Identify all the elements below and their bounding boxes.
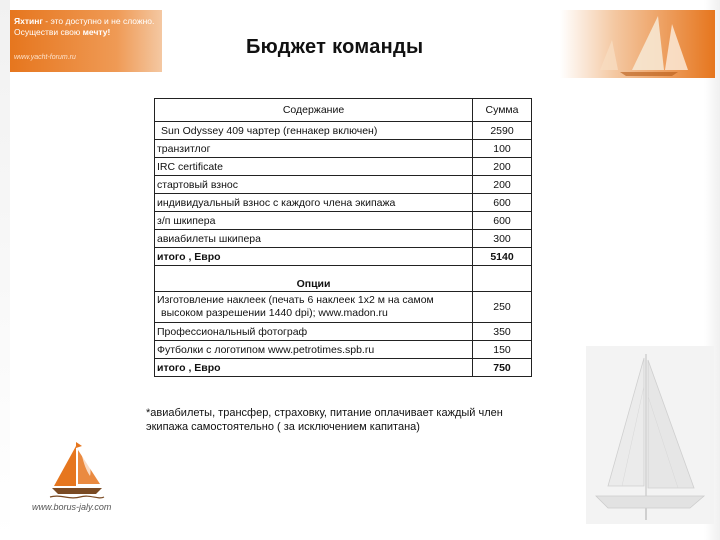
row-amount: 300	[473, 230, 532, 248]
budget-table	[154, 98, 532, 377]
row-amount: 150	[473, 341, 532, 359]
footnote-line2: экипажа самостоятельно ( за исключением капитана)	[146, 421, 420, 433]
options-header-amount-cell	[473, 266, 532, 292]
table-row	[155, 176, 532, 194]
table-row	[155, 158, 532, 176]
logo-site-url: www.borus-jaly.com	[32, 502, 112, 512]
total-amount: 750	[473, 359, 532, 377]
total-label: итого , Евро	[155, 359, 473, 377]
banner-slogan-line2	[14, 27, 110, 38]
page-title: Бюджет команды	[246, 36, 424, 58]
row-label	[155, 292, 473, 323]
row-amount: 200	[473, 158, 532, 176]
total-row-base	[155, 248, 532, 266]
option-line1: Изготовление наклеек (печать 6 наклеек 1х2 м на самом	[157, 294, 434, 306]
total-amount: 5140	[473, 248, 532, 266]
row-label: Профессиональный фотограф	[155, 323, 473, 341]
banner-slogan-text: - это доступно и не сложно.	[42, 16, 155, 26]
row-label: авиабилеты шкипера	[155, 230, 473, 248]
regatta-photo-banner	[560, 10, 715, 78]
row-label: з/п шкипера	[155, 212, 473, 230]
yacht-sketch	[586, 346, 714, 524]
table-row	[155, 212, 532, 230]
column-header-label: Содержание	[155, 99, 473, 122]
banner-slogan-bold2: мечту!	[82, 27, 111, 37]
header-banner	[10, 10, 162, 72]
column-header-amount: Сумма	[473, 99, 532, 122]
row-label: индивидуальный взнос с каждого члена экипажа	[155, 194, 473, 212]
table-header-row	[155, 99, 532, 122]
table-row	[155, 230, 532, 248]
row-amount: 100	[473, 140, 532, 158]
table-row	[155, 194, 532, 212]
table-row	[155, 292, 532, 323]
row-label: Футболки с логотипом www.petrotimes.spb.ru	[155, 341, 473, 359]
banner-slogan-text2: Осуществи свою	[14, 27, 83, 37]
total-label: итого , Евро	[155, 248, 473, 266]
option-line2: высоком разрешении 1440 dpi); www.madon.ru	[161, 307, 388, 319]
table-row	[155, 341, 532, 359]
row-amount: 2590	[473, 122, 532, 140]
banner-slogan-line1	[14, 16, 154, 27]
sailboat-logo-icon	[48, 440, 106, 500]
row-amount: 250	[473, 292, 532, 323]
row-label: Sun Odyssey 409 чартер (геннакер включен)	[155, 122, 473, 140]
row-amount: 350	[473, 323, 532, 341]
footnote	[146, 406, 586, 434]
options-header-row	[155, 266, 532, 292]
options-header: Опции	[155, 266, 473, 292]
row-amount: 600	[473, 194, 532, 212]
table-row	[155, 122, 532, 140]
table-row	[155, 140, 532, 158]
table-row	[155, 323, 532, 341]
left-edge-shade	[0, 0, 10, 540]
row-label: IRC certificate	[155, 158, 473, 176]
row-amount: 200	[473, 176, 532, 194]
total-row-options	[155, 359, 532, 377]
row-label: стартовый взнос	[155, 176, 473, 194]
row-label: транзитлог	[155, 140, 473, 158]
row-amount: 600	[473, 212, 532, 230]
footnote-line1: *авиабилеты, трансфер, страховку, питание оплачивает каждый член	[146, 407, 503, 419]
banner-slogan-bold: Яхтинг	[14, 16, 43, 26]
banner-site-url: www.yacht-forum.ru	[14, 54, 76, 61]
